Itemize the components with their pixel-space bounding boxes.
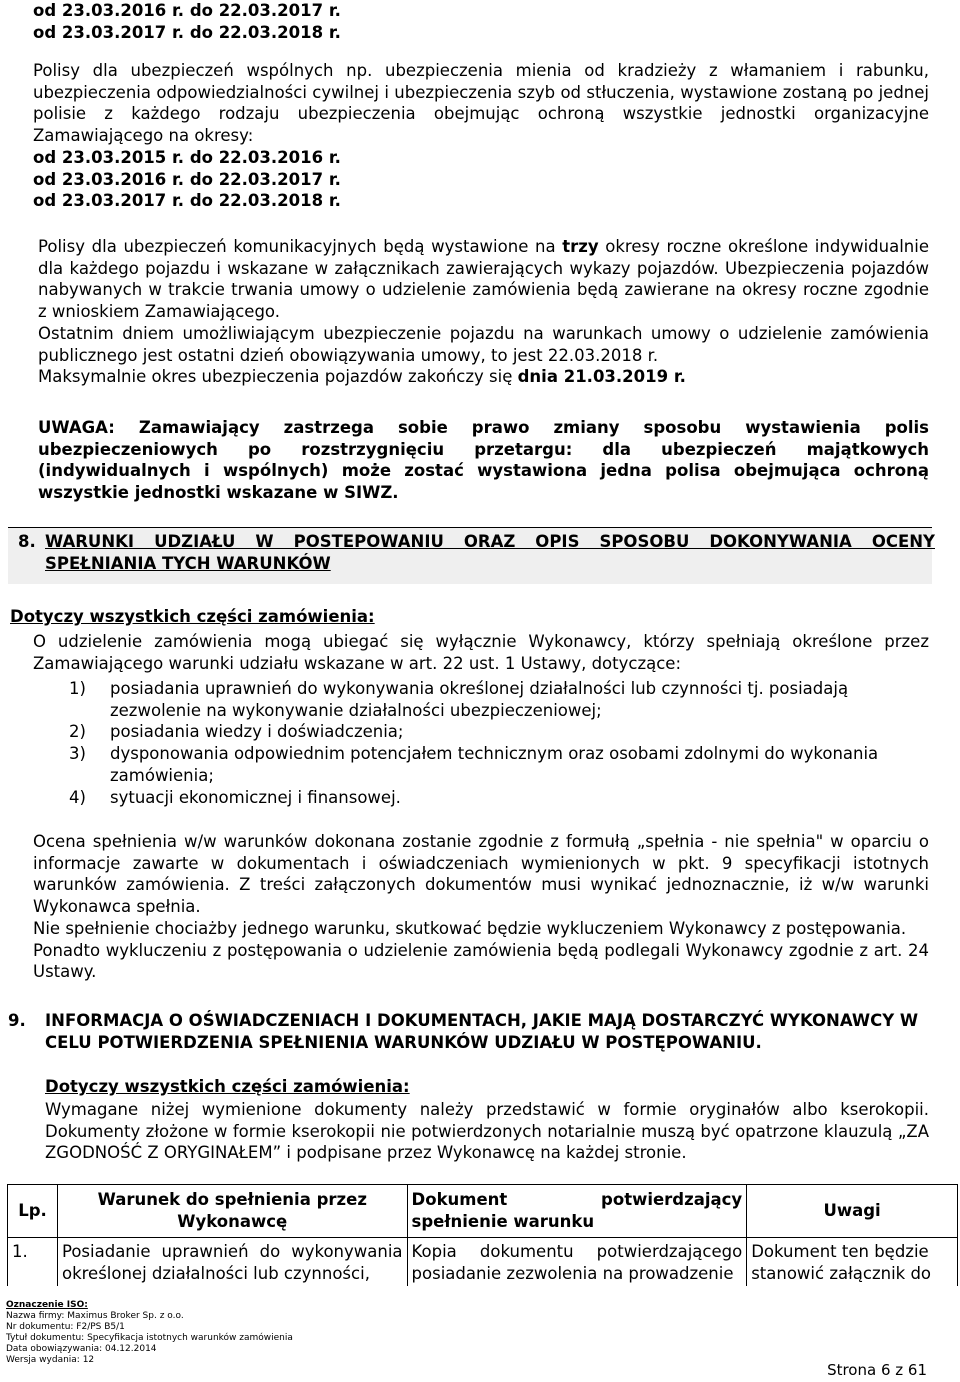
page-number: Strona 6 z 61	[827, 1361, 927, 1379]
table-cell: Kopia dokumentu potwierdzającego posiadanie zezwolenia na prowadzenie	[407, 1238, 747, 1287]
exclusion-paragraph: Nie spełnienie chociażby jednego warunku, skutkować będzie wykluczeniem Wykonawcy z postępowania.	[33, 918, 907, 938]
section-title: WARUNKI UDZIAŁU W POSTEPOWANIU ORAZ OPIS SPOSOBU DOKONYWANIA OCENY SPEŁNIANIA TYCH WARUNKÓW	[45, 532, 935, 573]
requirements-table-wrapper	[0, 1184, 960, 1286]
date-range: od 23.03.2016 r. do 22.03.2017 r.	[33, 169, 341, 189]
assessment-paragraph: Ocena spełnienia w/w warunków dokonana zostanie zgodnie z formułą „spełnia - nie spełnia" w oparciu o informacje zawarte w dokumentach i oświadczeniach wymienionych w pkt. 9 specyfikacji istotnych warunków zamówienia. Z treści załączonych dokumentów musi wynikać jednoznacznie, iż w/w warunki Wykonawca spełnia.	[33, 832, 929, 917]
column-header: Lp.	[8, 1185, 58, 1238]
vehicle-insurance-policies	[38, 236, 929, 388]
footer-line: Nazwa firmy: Maximus Broker Sp. z o.o.	[6, 1311, 184, 1321]
requirements-table	[7, 1184, 958, 1286]
additional-exclusion-paragraph: Ponadto wykluczeniu z postępowania o udzielenie zamówienia będą podlegali Wykonawcy zgodnie z art. 24 Ustawy.	[33, 940, 929, 982]
joint-insurance-policies	[33, 60, 929, 212]
footer-line: Wersja wydania: 12	[6, 1355, 95, 1365]
header-date-ranges	[33, 0, 929, 43]
section-9-heading	[8, 1010, 932, 1053]
table-row	[8, 1238, 958, 1287]
list-item: 1) posiadania uprawnień do wykonywania określonej działalności lub czynności tj. posiadają zezwolenie na wykonywanie działalności ubezpieczeniowej;	[69, 679, 849, 720]
max-period-paragraph: Maksymalnie okres ubezpieczenia pojazdów zakończy się dnia 21.03.2019 r.	[38, 367, 686, 387]
vehicle-policies-paragraph: Polisy dla ubezpieczeń komunikacyjnych będą wystawione na trzy okresy roczne określone indywidualnie dla każdego pojazdu i wskazane w załącznikach zawierających wykazy pojazdów. Ubezpieczenia pojazdów nabywanych w trakcie trwania umowy o udzielenie zamówienia będą zawierane na okresy roczne zgodnie z wnioskiem Zamawiającego.	[38, 237, 929, 322]
footer-label: Oznaczenie ISO:	[6, 1300, 88, 1310]
document-footer	[6, 1300, 293, 1366]
table-cell: Posiadanie uprawnień do wykonywania określonej działalności lub czynności,	[57, 1238, 407, 1287]
section-number: 8.	[18, 532, 36, 551]
assessment-block	[33, 831, 929, 983]
joint-policy-dates	[33, 147, 929, 212]
conditions-list	[33, 678, 929, 808]
footer-line: Tytuł dokumentu: Specyfikacja istotnych warunków zamówienia	[6, 1333, 293, 1343]
footer-line: Nr dokumentu: F2/PS B5/1	[6, 1322, 125, 1332]
joint-policies-paragraph: Polisy dla ubezpieczeń wspólnych np. ubezpieczenia mienia od kradzieży z włamaniem i rabunku, ubezpieczenia odpowiedzialności cywilnej i ubezpieczenia szyb od stłuczenia, wystawione zostaną po jednej polisie z każdego rodzaju ubezpieczenia obejmując ochroną wszystkie jednostki organizacyjne Zamawiającego na okresy:	[33, 61, 929, 146]
footer-line: Data obowiązywania: 04.12.2014	[6, 1344, 157, 1354]
section-9-paragraph: Wymagane niżej wymienione dokumenty należy przedstawić w formie oryginałów albo kserokopii. Dokumenty złożone w formie kserokopii nie potwierdzonych notarialnie muszą być opatrzone klauzulą „ZA ZGODNOŚĆ Z ORYGINAŁEM” i podpisane przez Wykonawcę na każdej stronie.	[45, 1100, 929, 1163]
section-8-heading	[8, 527, 935, 584]
list-item: 2) posiadania wiedzy i doświadczenia;	[69, 722, 404, 742]
max-period-date: dnia 21.03.2019 r.	[517, 367, 686, 387]
column-header: Uwagi	[747, 1185, 958, 1238]
table-header-row	[8, 1185, 958, 1238]
section-8-subheading: Dotyczy wszystkich części zamówienia:	[10, 607, 375, 626]
date-range: od 23.03.2017 r. do 22.03.2018 r.	[33, 191, 341, 211]
section-number: 9.	[8, 1011, 26, 1030]
column-header: Dokument potwierdzający spełnienie warunku	[407, 1185, 747, 1238]
section-8-intro: O udzielenie zamówienia mogą ubiegać się wyłącznie Wykonawcy, którzy spełniają określone przez Zamawiającego warunki udziału wskazane w art. 22 ust. 1 Ustawy, dotyczące:	[33, 632, 929, 673]
table-cell: 1.	[8, 1238, 58, 1287]
date-range: od 23.03.2017 r. do 22.03.2018 r.	[33, 22, 341, 42]
section-title: INFORMACJA O OŚWIADCZENIACH I DOKUMENTACH, JAKIE MAJĄ DOSTARCZYĆ WYKONAWCY W CELU POTWIERDZENIA SPEŁNIENIA WARUNKÓW UDZIAŁU W POSTĘPOWANIU.	[45, 1011, 919, 1052]
section-9-subheading: Dotyczy wszystkich części zamówienia:	[45, 1077, 410, 1096]
list-item: 4) sytuacji ekonomicznej i finansowej.	[69, 787, 401, 807]
date-range: od 23.03.2015 r. do 22.03.2016 r.	[33, 147, 341, 167]
list-item: 3) dysponowania odpowiednim potencjałem technicznym oraz osobami zdolnymi do wykonania zamówienia;	[69, 744, 879, 785]
emphasis-trzy: trzy	[562, 237, 599, 256]
date-range: od 23.03.2016 r. do 22.03.2017 r.	[33, 1, 341, 20]
table-cell: Dokument ten będzie stanowić załącznik do	[747, 1238, 958, 1287]
last-day-paragraph: Ostatnim dniem umożliwiającym ubezpieczenie pojazdu na warunkach umowy o udzielenie zamówienia publicznego jest ostatni dzień obowiązywania umowy, to jest 22.03.2018 r.	[38, 323, 929, 365]
note-uwaga: UWAGA: Zamawiający zastrzega sobie prawo zmiany sposobu wystawienia polis ubezpieczeniowych po rozstrzygnięciu przetargu: dla ubezpieczeń majątkowych (indywidualnych i wspólnych) może zostać wystawiona jedna polisa obejmująca ochroną wszystkie jednostki wskazane w SIWZ.	[38, 418, 929, 503]
column-header: Warunek do spełnienia przez Wykonawcę	[57, 1185, 407, 1238]
